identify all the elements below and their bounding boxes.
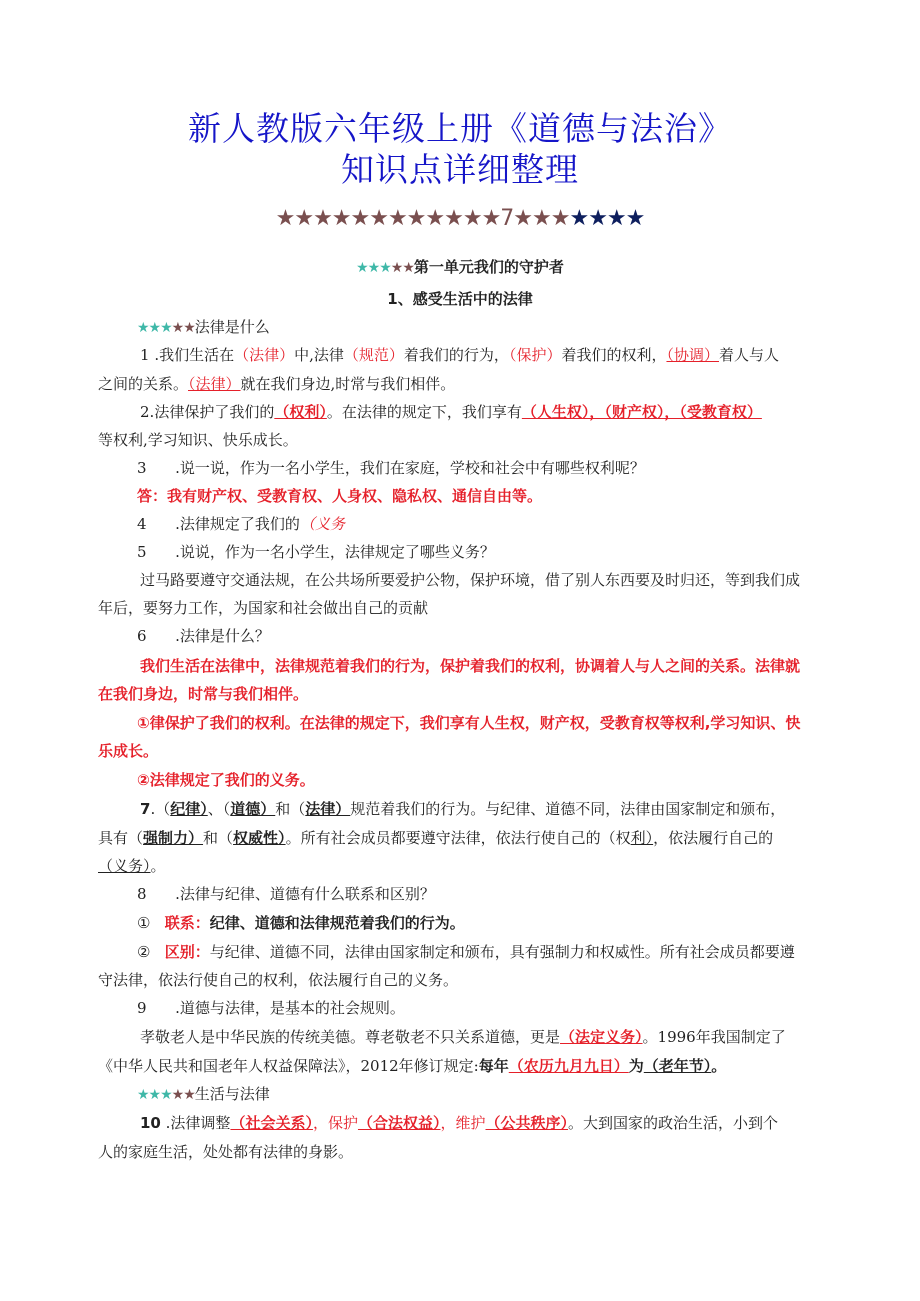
unit-heading [0,260,920,275]
answer-blank: 利） [630,829,654,847]
answer-blank: （人生权），（财产权），（受教育权） [521,403,762,421]
text: 与纪律、道德不同，法律由国家制定和颁布，具有强制力和权威性。所有社会成员都要遵 [209,943,795,961]
answer-9-line2 [98,1059,726,1074]
question-10 [140,1116,778,1131]
star-icon-teal: ★★★ [137,320,172,336]
text: 中,法律 [294,346,344,364]
answer-blank: （法律） [234,346,295,364]
question-2-cont: 等权利,学习知识、快乐成长。 [98,431,298,449]
text: .法律规定了我们的 [175,515,300,533]
text: 。 [711,1057,727,1075]
answer-blank: 权威性） [233,829,286,847]
text: .（ [150,800,171,818]
text: ，维护 [440,1114,486,1132]
answer-blank: （农历九月九日） [508,1057,629,1075]
label: 区别： [164,943,210,961]
answer-blank: （权利） [274,403,327,421]
answer-8-line1 [137,916,465,931]
text: 就在我们身边,时常与我们相伴。 [240,375,456,393]
star-icon-teal: ★★★ [137,1087,172,1103]
question-6 [137,629,270,644]
answer-blank: （法定义务） [560,1028,643,1046]
answer-5-line2: 年后，要努力工作，为国家和社会做出自己的贡献 [98,599,429,617]
text: ，依法履行自己的 [653,829,774,847]
text: .法律保护了我们的 [149,403,275,421]
star-icon-brown: ★★ [171,320,195,336]
unit-title: 第一单元我们的守护者 [413,258,564,276]
question-1-cont [98,377,455,392]
answer-9-line1 [140,1030,786,1045]
label: 联系： [164,914,210,932]
answer-5-line1: 过马路要遵守交通法规，在公共场所要爱护公物，保护环境，借了别人东西要及时归还，等到我们成 [140,571,801,589]
answer-6-line5: ②法律规定了我们的义务。 [137,771,315,789]
text: .法律调整 [165,1114,231,1132]
text: 。大到国家的政治生活，小到个 [568,1114,779,1132]
question-number: 8 [137,885,147,903]
question-4 [137,517,345,532]
banner-seven: 7 [500,206,514,231]
text: 孝敬老人是中华民族的传统美德。尊老敬老不只关系道德，更是 [140,1028,561,1046]
text: .道德与法律，是基本的社会规则。 [175,999,405,1017]
text: 和（ [203,829,234,847]
question-3 [137,461,645,476]
star-icon-row-navy: ★★★★ [569,206,645,231]
text: 每年 [478,1057,509,1075]
question-8 [137,887,435,902]
answer-6-line1: 我们生活在法律中，法律规范着我们的行为，保护着我们的权利，协调着人与人之间的关系。法律就 [140,657,801,675]
text: 之间的关系。 [98,375,189,393]
question-number: 5 [137,543,147,561]
text: 和（ [275,800,306,818]
answer-6-line3: ①律保护了我们的权利。在法律的规定下，我们享有人生权，财产权，受教育权等权利,学习知识、快 [137,714,801,732]
text: 着我们的行为， [403,346,509,364]
text: ，保护 [312,1114,358,1132]
section-title: 法律是什么 [194,318,270,336]
star-icon-teal: ★★★ [356,260,391,276]
answer-blank: 法律） [305,800,351,818]
question-number: 6 [137,627,147,645]
text: .我们生活在 [154,346,235,364]
text: .法律是什么？ [175,627,270,645]
question-9 [137,1001,405,1016]
answer-blank: （协调） [666,346,719,364]
answer-blank: 道德） [230,800,276,818]
question-number: 10 [140,1114,161,1132]
question-7 [140,802,785,817]
answer-blank: （公共秩序） [485,1114,569,1132]
marker: ② [137,943,151,961]
text: 纪律、道德和法律规范着我们的行为。 [209,914,465,932]
document-title-line1: 新人教版六年级上册《道德与法治》 [188,109,732,148]
star-icon-brown: ★★ [390,260,414,276]
answer-blank: 纪律） [170,800,208,818]
text: .说一说，作为一名小学生，我们在家庭，学校和社会中有哪些权利呢？ [175,459,645,477]
text: 、（ [207,800,231,818]
question-number: 7 [140,800,151,818]
question-1 [140,348,779,363]
star-icon-row-brown-right: ★★★ [513,206,570,231]
answer-6-line2: 在我们身边，时常与我们相伴。 [98,685,309,703]
question-7-cont [98,831,773,846]
section-heading-1 [137,320,270,335]
answer-blank: （老年节） [643,1057,712,1075]
text: 。在法律的规定下，我们享有 [326,403,522,421]
question-number: 9 [137,999,147,1017]
answer-blank: （义务 [299,515,345,533]
marker: ① [137,914,151,932]
text: 。所有社会成员都要遵守法律，依法行使自己的（权 [285,829,631,847]
question-2 [140,405,762,420]
document-title-line2: 知识点详细整理 [341,150,579,189]
answer-blank: （义务） [98,857,151,875]
answer-blank: （合法权益） [357,1114,441,1132]
text: .法律与纪律、道德有什么联系和区别？ [175,885,435,903]
question-10-cont: 人的家庭生活，处处都有法律的身影。 [98,1143,354,1161]
section-title: 生活与法律 [194,1085,270,1103]
answer-blank: （社会关系） [230,1114,313,1132]
answer-8-line2 [137,945,795,960]
question-7-cont2 [98,859,166,874]
lesson-title: 1、感受生活中的法律 [387,290,533,308]
answer-8-line3: 守法律，依法行使自己的权利，依法履行自己的义务。 [98,971,459,989]
star-icon-row-brown: ★★★★★★★★★★★★ [275,206,501,231]
text: 。 [150,857,166,875]
text: 具有（ [98,829,144,847]
answer-blank: （规范） [343,346,404,364]
question-5 [137,545,495,560]
text: 规范着我们的行为。与纪律、道德不同，法律由国家制定和颁布， [350,800,786,818]
text: 为 [628,1057,644,1075]
stars-banner [0,208,920,230]
answer-blank: （保护） [508,346,562,364]
question-number: 3 [137,459,147,477]
text: 。1996年我国制定了 [642,1028,786,1046]
star-icon-brown: ★★ [171,1087,195,1103]
text: 着人与人 [718,346,779,364]
answer-blank: （法律） [188,375,241,393]
answer-blank: 强制力） [143,829,204,847]
section-heading-2 [137,1087,270,1102]
text: 着我们的权利， [561,346,667,364]
answer-3: 答：我有财产权、受教育权、人身权、隐私权、通信自由等。 [137,487,543,505]
text: 《中华人民共和国老年人权益保障法》，2012年修订规定: [98,1057,479,1075]
question-number: 4 [137,515,147,533]
question-number: 2 [140,403,150,421]
question-number: 1 [140,346,150,364]
answer-6-line4: 乐成长。 [98,742,159,760]
text: .说说，作为一名小学生，法律规定了哪些义务？ [175,543,495,561]
